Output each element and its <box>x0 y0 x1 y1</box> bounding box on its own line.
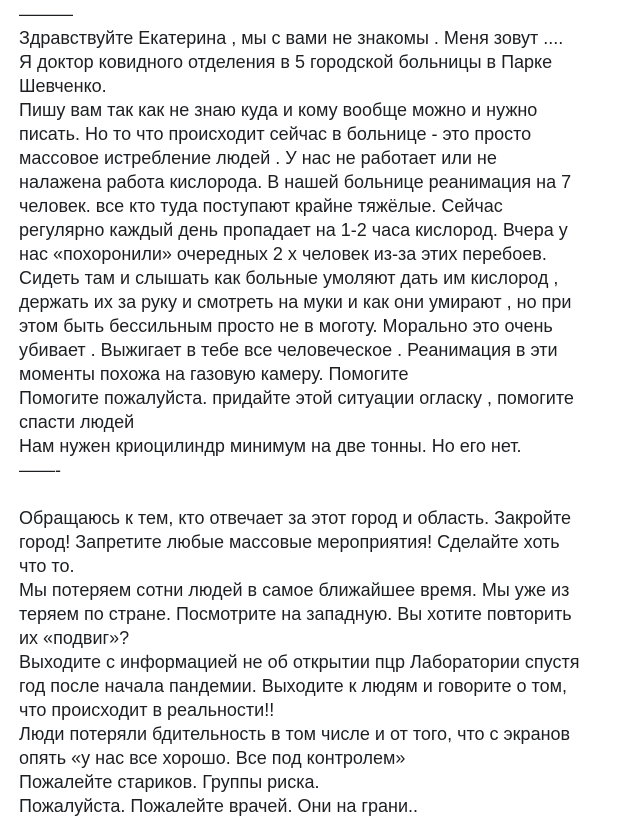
text-line: моменты похожа на газовую камеру. Помогите <box>19 364 409 384</box>
separator-line: ——- <box>19 460 61 480</box>
text-line: убивает . Выжигает в тебе все человеческое . Реанимация в эти <box>19 340 558 360</box>
text-line: писать. Но то что происходит сейчас в больнице - это просто <box>19 124 532 144</box>
text-line: Я доктор ковидного отделения в 5 городской больницы в Парке <box>19 52 553 72</box>
text-line: регулярно каждый день пропадает на 1-2 часа кислород. Вчера у <box>19 220 568 240</box>
text-line: Помогите пожалуйста. придайте этой ситуации огласку , помогите <box>19 388 574 408</box>
text-line: массовое истребление людей . У нас не работает или не <box>19 148 497 168</box>
text-line: держать их за руку и смотреть на муки и как они умирают , но при <box>19 292 572 312</box>
text-line: налажена работа кислорода. В нашей больнице реанимация на 7 <box>19 172 572 192</box>
text-line: Мы потеряем сотни людей в самое ближайшее время. Мы уже из <box>19 580 570 600</box>
text-line: что происходит в реальности!! <box>19 700 275 720</box>
post-text <box>19 2 619 818</box>
text-line: Здравствуйте Екатерина , мы с вами не знакомы . Меня зовут .... <box>19 28 564 48</box>
text-line: человек. все кто туда поступают крайне тяжёлые. Сейчас <box>19 196 503 216</box>
text-line: Нам нужен криоцилиндр минимум на две тонны. Но его нет. <box>19 436 522 456</box>
text-line: Люди потеряли бдительность в том числе и от того, что с экранов <box>19 724 571 744</box>
paragraph-gap <box>19 482 619 506</box>
text-line: Пожалуйста. Пожалейте врачей. Они на грани.. <box>19 796 418 816</box>
text-line: Выходите с информацией не об открытии пцр Лаборатории спустя <box>19 652 580 672</box>
text-line: теряем по стране. Посмотрите на западную. Вы хотите повторить <box>19 604 572 624</box>
text-line: что то. <box>19 556 75 576</box>
text-line: Пожалейте стариков. Группы риска. <box>19 772 320 792</box>
text-line: их «подвиг»? <box>19 628 130 648</box>
text-line: год после начала пандемии. Выходите к людям и говорите о том, <box>19 676 567 696</box>
text-line: этом быть бессильным просто не в моготу. Морально это очень <box>19 316 553 336</box>
text-line: Пишу вам так как не знаю куда и кому вообще можно и нужно <box>19 100 538 120</box>
text-line: спасти людей <box>19 412 135 432</box>
text-line: город! Запретите любые массовые мероприятия! Сделайте хоть <box>19 532 560 552</box>
text-line: опять «у нас все хорошо. Все под контролем» <box>19 748 406 768</box>
text-line: Шевченко. <box>19 76 107 96</box>
separator-line: ——— <box>19 4 73 24</box>
text-line: Обращаюсь к тем, кто отвечает за этот город и область. Закройте <box>19 508 572 528</box>
text-line: нас «похоронили» очередных 2 х человек из-за этих перебоев. <box>19 244 547 264</box>
text-line: Сидеть там и слышать как больные умоляют дать им кислород , <box>19 268 559 288</box>
appeal-section <box>19 506 619 818</box>
letter-section <box>19 2 619 482</box>
